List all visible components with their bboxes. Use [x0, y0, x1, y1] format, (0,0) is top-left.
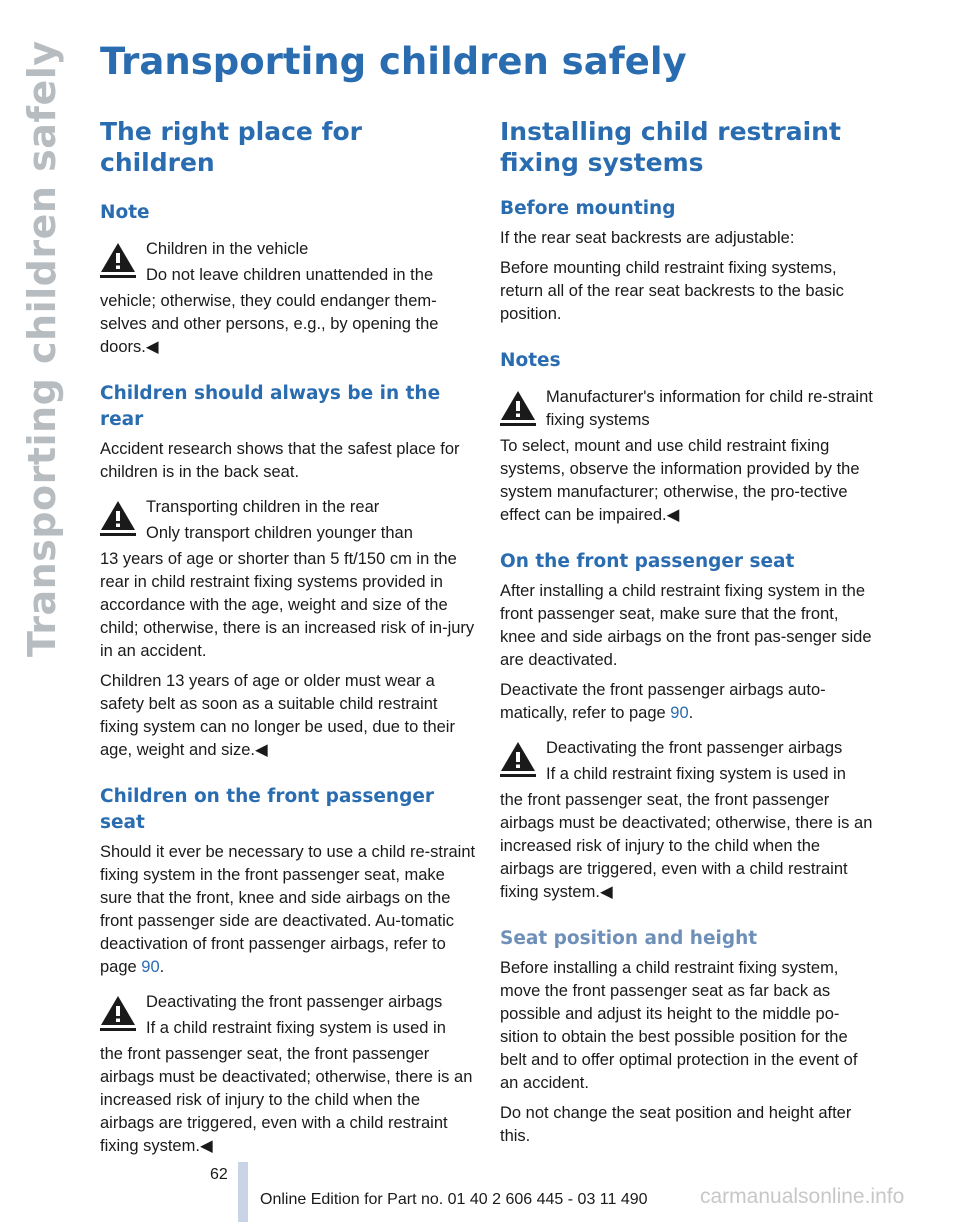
- paragraph-text: Deactivate the front passenger airbags auto-matically, refer to page: [500, 681, 826, 722]
- warning-triangle-icon: [100, 500, 136, 536]
- warning-deactivate-airbags-right: [500, 737, 876, 904]
- paragraph-end: .: [688, 704, 694, 722]
- section-heading-right-place: The right place for children: [100, 117, 362, 177]
- before-paragraph-2: Before mounting child restraint fixing systems, return all of the rear seat backrests to the basic position.: [500, 259, 844, 323]
- rear-paragraph: Accident research shows that the safest place for children is in the back seat.: [100, 440, 460, 481]
- warning-text: To select, mount and use child restraint fixing systems, observe the information provided by the system manufacturer; otherwise, the pro-tective effect can be impaired.◀: [500, 437, 860, 524]
- front-seat-paragraph-2: [500, 679, 876, 725]
- warning-title: Deactivating the front passenger airbags: [146, 993, 443, 1011]
- warning-deactivate-airbags: [100, 991, 476, 1158]
- footer-edition-text: Online Edition for Part no. 01 40 2 606 445 - 03 11 490: [260, 1191, 648, 1208]
- warning-text-first: If a child restraint fixing system is used in: [546, 765, 846, 783]
- warning-text: the front passenger seat, the front passenger airbags must be deactivated; otherwise, there is an increased risk of injury to the child when the airbags are triggered, even with a child restraint fixing system.◀: [500, 791, 873, 901]
- warning-text-first: Only transport children younger than: [146, 524, 413, 542]
- left-column: [100, 116, 476, 1165]
- warning-triangle-icon: [500, 390, 536, 426]
- warning-title: Children in the vehicle: [146, 240, 309, 258]
- warning-triangle-icon: [500, 741, 536, 777]
- side-section-title: Transporting children safely: [20, 40, 64, 657]
- seat-paragraph-2: Do not change the seat position and height after this.: [500, 1104, 852, 1145]
- subheading-seat-position: Seat position and height: [500, 928, 758, 949]
- subheading-before-mounting: Before mounting: [500, 198, 676, 219]
- warning-manufacturer-info: [500, 386, 876, 527]
- notes-heading: Notes: [500, 350, 561, 371]
- seat-paragraph-1: Before installing a child restraint fixing system, move the front passenger seat as far back as possible and adjust its height to the middle po-sition to obtain the best possible position for the belt and to offer optimal protection in the event of an accident.: [500, 959, 858, 1092]
- paragraph-end: .: [159, 958, 165, 976]
- warning-text: the front passenger seat, the front passenger airbags must be deactivated; otherwise, there is an increased risk of injury to the child when the airbags are triggered, even with a child restraint fixing system.◀: [100, 1045, 473, 1155]
- warning-text-first: If a child restraint fixing system is used in: [146, 1019, 446, 1037]
- warning-children-in-vehicle: [100, 238, 476, 359]
- warning-triangle-icon: [100, 995, 136, 1031]
- footer-divider-bar: [238, 1162, 248, 1222]
- subheading-front-passenger: Children on the front passenger seat: [100, 786, 434, 833]
- page-link-90[interactable]: 90: [141, 958, 160, 976]
- warning-triangle-icon: [100, 242, 136, 278]
- front-seat-paragraph-1: After installing a child restraint fixing system in the front passenger seat, make sure that the front, knee and side airbags on the front pas-senger side are deactivated.: [500, 582, 872, 669]
- before-paragraph-1: If the rear seat backrests are adjustable:: [500, 229, 795, 247]
- warning-text-extra: Children 13 years of age or older must wear a safety belt as soon as a suitable child restraint fixing system can no longer be used, due to their age, weight and size.◀: [100, 672, 455, 759]
- warning-title: Transporting children in the rear: [146, 498, 380, 516]
- page-title: Transporting children safely: [100, 40, 687, 83]
- warning-text-first: Do not leave children unattended in the: [146, 266, 434, 284]
- warning-text: 13 years of age or shorter than 5 ft/150 cm in the rear in child restraint fixing systems provided in accordance with the age, weight and size of the child; otherwise, there is an increased risk of in-jury in an accident.: [100, 550, 475, 660]
- section-heading-installing: Installing child restraint fixing systems: [500, 117, 841, 177]
- warning-title: Deactivating the front passenger airbags: [546, 739, 843, 757]
- front-passenger-paragraph: [100, 841, 476, 979]
- right-column: [500, 116, 876, 1155]
- subheading-front-seat: On the front passenger seat: [500, 551, 795, 572]
- paragraph-text: Should it ever be necessary to use a child re-straint fixing system in the front passenger seat, make sure that the front, knee and side airbags on the front passenger side are deactivated. Au-tomatic deactivation of front passenger airbags, refer to page: [100, 843, 476, 976]
- note-heading: Note: [100, 202, 150, 223]
- warning-title: Manufacturer's information for child re-straint fixing systems: [546, 388, 873, 429]
- warning-transport-rear: [100, 496, 476, 762]
- page-number: 62: [210, 1166, 228, 1183]
- subheading-rear: Children should always be in the rear: [100, 383, 441, 430]
- page-link-90[interactable]: 90: [670, 704, 689, 722]
- watermark: carmanualsonline.info: [700, 1185, 905, 1208]
- warning-text: vehicle; otherwise, they could endanger them-selves and other persons, e.g., by opening the doors.◀: [100, 292, 439, 356]
